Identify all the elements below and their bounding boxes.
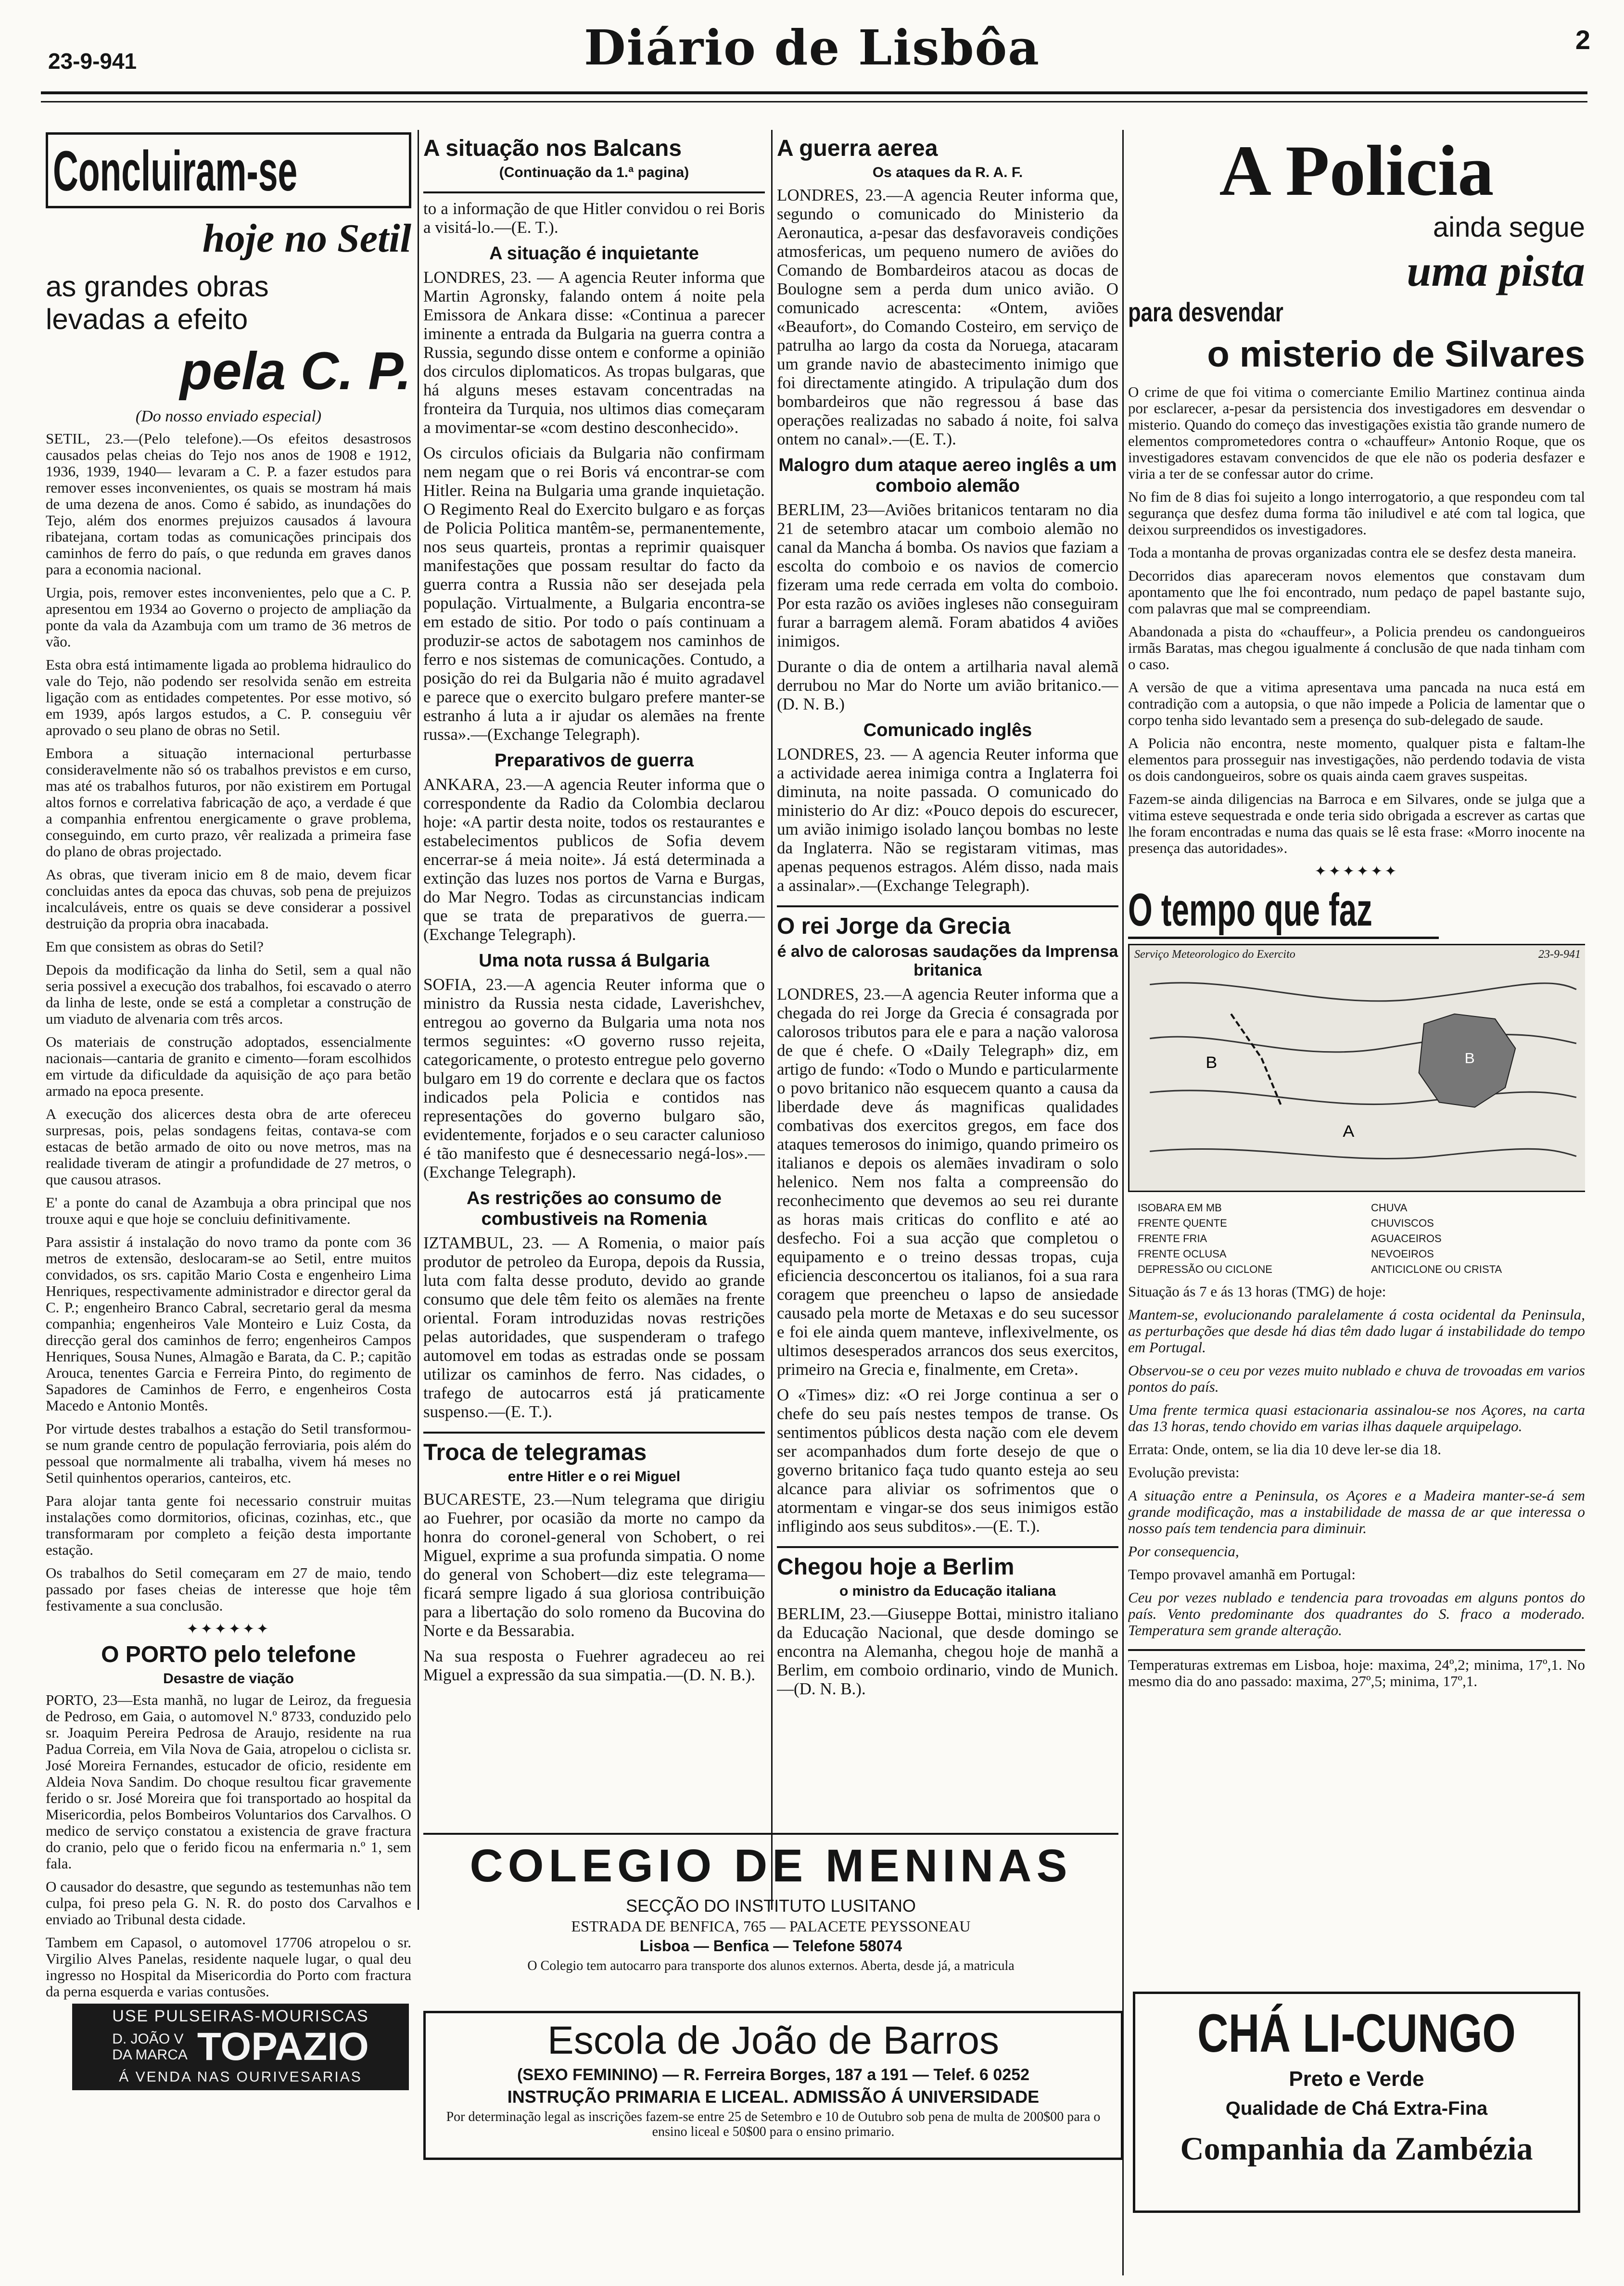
legend-item: FRENTE QUENTE	[1138, 1217, 1227, 1229]
paragraph: BERLIM, 23.—Giuseppe Bottai, ministro italiano da Educação Nacional, que desde domingo se encontra na Alemanha, chegou hoje de manhã a Berlim, em comboio ordinario, vindo de Munich.—(D. N. B.).	[777, 1604, 1118, 1698]
ornament-divider: ✦✦✦✦✦✦	[1314, 864, 1399, 879]
colegio-line-4: O Colegio tem autocarro para transporte dos alunos externos. Aberta, desde já, a matricula	[527, 1958, 1015, 1973]
paragraph: No fim de 8 dias foi sujeito a longo interrogatorio, a que respondeu com tal segurança que desfez duma forma tão iniludivel e até com tal logica, que deixou surpreendidos os investigadores.	[1128, 488, 1585, 538]
jorge-subhead: é alvo de calorosas saudações da Imprensa britanica	[777, 942, 1118, 979]
paragraph: Tambem em Capasol, o automovel 17706 atropelou o sr. Virgilio Alves Panelas, residente naquele lugar, o qual deu ingresso no Hospital da Misericordia do Porto com fractura da perna esquerda e varias contusões.	[46, 1934, 411, 2000]
svg-text:A: A	[1343, 1122, 1355, 1141]
cha-variety: Preto e Verde	[1289, 2067, 1424, 2091]
paragraph: Na sua resposta o Fuehrer agradeceu ao rei Miguel a expressão da sua simpatia.—(D. N. B.).	[423, 1647, 765, 1684]
legend-item: NEVOEIROS	[1371, 1248, 1434, 1260]
column-divider	[1122, 130, 1124, 2275]
balcans-section-3: Uma nota russa á Bulgaria	[479, 951, 710, 971]
aerea-headline: A guerra aerea	[777, 136, 938, 161]
paragraph: to a informação de que Hitler convidou o rei Boris a visitá-lo.—(E. T.).	[423, 199, 765, 237]
paragraph: LONDRES, 23. — A agencia Reuter informa que a actividade aerea inimiga contra a Inglaterra foi diminuta, na noite passada. O comunicado do ministerio do Ar diz: «Pouco depois do escurecer, um avião inimigo isolado lançou bombas no leste da Inglaterra. Não se registaram vitimas, mas apenas pequenos estragos. Além disso, nada mais a assinalar».—(Exchange Telegraph).	[777, 745, 1118, 895]
cha-company: Companhia da Zambézia	[1180, 2130, 1533, 2167]
masthead-rule-thin	[41, 101, 1587, 102]
berlim-headline: Chegou hoje a Berlim	[777, 1554, 1015, 1580]
paragraph: Decorridos dias apareceram novos elementos que constavam dum apontamento que lhe foi encontrado, num pedaço de papel bastante sujo, com palavras que mal se compreendiam.	[1128, 567, 1585, 617]
balcans-headline: A situação nos Balcans	[423, 136, 682, 161]
porto-headline: O PORTO pelo telefone	[101, 1642, 356, 1667]
policia-deck-2: uma pista	[1407, 246, 1585, 295]
paragraph: BUCARESTE, 23.—Num telegrama que dirigiu ao Fuehrer, por ocasião da morte no campo da honra do coronel-general von Schobert, o rei Miguel, exprime a sua profunda simpatia. O nome do general von Schobert—diz este telegrama—ficará sempre ligado á sua gloriosa contribuição para a libertação do solo romeno da Bucovina do Norte e da Bessarabia.	[423, 1490, 765, 1640]
topazio-line-3: DA MARCA	[112, 2047, 188, 2063]
legend-item: CHUVISCOS	[1371, 1217, 1434, 1229]
paragraph: Uma frente termica quasi estacionaria assinalou-se nos Açores, na carta das 13 horas, tendo chovido em varias ilhas daquele arquipelago.	[1128, 1401, 1585, 1435]
ornament-divider: ✦✦✦✦✦✦	[186, 1621, 271, 1637]
paragraph: Para assistir á instalação do novo tramo da ponte com 36 metros de extensão, deslocaram-se ao Setil, entre muitos convidados, os srs. capitão Mario Costa e engenheiro Lima Henriques, respectivamente administrador e director geral da C. P.; engenheiro Branco Cabral, secretario geral da mesma companhia; engenheiros Vale Monteiro e Luiz Costa, da direcção geral dos caminhos de ferro; engenheiros Campos Henriques, Sousa Nunes, Almagão e Barata, da C. P.; capitão Arouca, tenentes Garcia e Ferreira Pinto, do regimento de Sapadores de Caminhos de Ferro, e engenheiros Costa Macedo e Antonio Montês.	[46, 1233, 411, 1414]
divider	[1128, 1649, 1585, 1651]
paragraph: Situação ás 7 e ás 13 horas (TMG) de hoje:	[1128, 1283, 1386, 1300]
masthead	[0, 14, 1624, 87]
colegio-line-2: ESTRADA DE BENFICA, 765 — PALACETE PEYSSONEAU	[571, 1918, 971, 1935]
paragraph: Evolução prevista:	[1128, 1464, 1240, 1481]
colegio-line-1: SECÇÃO DO INSTITUTO LUSITANO	[626, 1895, 916, 1916]
escola-title: Escola de João de Barros	[547, 2019, 999, 2062]
jorge-headline: O rei Jorge da Grecia	[777, 914, 1011, 939]
telegramas-headline: Troca de telegramas	[423, 1440, 647, 1465]
paragraph: E' a ponte do canal de Azambuja a obra principal que nos trouxe aqui e que hoje se concluiu definitivamente.	[46, 1194, 411, 1227]
tempo-headline: O tempo que faz	[1128, 884, 1439, 939]
paragraph: Em que consistem as obras do Setil?	[46, 938, 264, 955]
paragraph: As obras, que tiveram inicio em 8 de maio, devem ficar concluidas antes da epoca das chuvas, sob pena de prejuizos incalculáveis, entre os quais se deve considerar a possivel destruição da propria obra inacabada.	[46, 866, 411, 932]
paragraph: Os materiais de construção adoptados, essencialmente nacionais—cantaria de granito e cimento—foram escolhidos em virtude da dificuldade da aquisição de aço para betão armado na epoca presente.	[46, 1033, 411, 1099]
aerea-section-3: Comunicado inglês	[863, 720, 1032, 740]
paragraph: LONDRES, 23.—A agencia Reuter informa que, segundo o comunicado do Ministerio da Aeronautica, a-pesar das desfavoraveis condições atmosfericas, um pequeno numero de aviões do Comando de Bombardeiros atacou as docas de Boulogne sem a perda dum unico avião. O comunicado acrescenta: «Ontem, aviões «Beaufort», do Comando Costeiro, em serviço de patrulha ao largo da costa da Noruega, atacaram um grande navio de abastecimento inimigo que foi directamente atingido. A tripulação dum dos bombardeiros que não regressou á base das operações realizadas no sabado á noite, foi salva ontem no canal».—(E. T.).	[777, 186, 1118, 448]
column-divider	[418, 130, 419, 1910]
legend-item: FRENTE OCLUSA	[1138, 1248, 1227, 1260]
column-setil	[46, 132, 411, 2215]
svg-text:B: B	[1464, 1050, 1475, 1067]
colegio-line-3: Lisboa — Benfica — Telefone 58074	[639, 1937, 902, 1955]
porto-body	[46, 1692, 411, 2000]
policia-headline: A Policia	[1219, 132, 1494, 211]
balcans-section-1: A situação é inquietante	[489, 243, 699, 264]
paragraph: Para alojar tanta gente foi necessario construir muitas instalações como dormitorios, oficinas, cozinhas, etc., que transformaram por completo a feição desta importante estação.	[46, 1492, 411, 1558]
paragraph: SETIL, 23.—(Pelo telefone).—Os efeitos desastrosos causados pelas cheias do Tejo nos anos de 1908 e 1912, 1936, 1939, 1940— levaram a C. P. a fazer estudos para remover esses inconvenientes, os quais se mostram há mais de uma dezena de anos. Como é sabido, as inundações do Tejo, além dos enormes prejuizos causados á lavoura ribatejana, cortam todas as comunicações principais dos caminhos de ferro do país, o que redunda em graves danos para a economia nacional.	[46, 430, 411, 578]
telegramas-subhead: entre Hitler e o rei Miguel	[508, 1469, 681, 1485]
topazio-line-4: Á VENDA NAS OURIVESARIAS	[119, 2069, 362, 2085]
legend-item: DEPRESSÃO OU CICLONE	[1138, 1263, 1272, 1275]
page-number: 2	[1575, 25, 1590, 55]
paragraph: Toda a montanha de provas organizadas contra ele se desfez desta maneira.	[1128, 544, 1577, 561]
divider	[423, 191, 765, 193]
paragraph: LONDRES, 23.—A agencia Reuter informa que a chegada do rei Jorge da Grecia é consagrada por calorosos tributos para ele e para a nação valorosa de que é chefe. O «Daily Telegraph» diz, em artigo de fundo: «Todo o Mundo e particularmente o povo britanico não esquecem quanto a causa da liberdade deve ás magnificas qualidades combativas dos exercitos gregos, em face dos ataques temerosos do inimigo, quando primeiro os italianos e depois os alemães invadiram o solo helenico. Nem nos falta a compreensão do reconhecimento que devemos ao seu rei durante as horas mais criticas do conflito e até ao desfecho. Foi a sua acção que completou o equipamento e o treino dessas tropas, cuja eficiencia desconcertou os italianos, foi a sua rara coragem que preencheu o lapso de ansiedade causado pela morte de Metaxas e do seu sucessor e foi ele ainda quem manteve, inflexivelmente, os ultimos desesperados arrancos dos seus exercitos, primeiro na Grecia e, finalmente, em Creta».	[777, 985, 1118, 1379]
paragraph: Fazem-se ainda diligencias na Barroca e em Silvares, onde se julga que a vitima esteve sequestrada e onde teria sido obrigada a escrever as cartas que lhe foram encontradas e numa das quais se lê esta frase: «Morro inocente na presença das autoridades».	[1128, 790, 1585, 856]
setil-headline-2: hoje no Setil	[202, 216, 411, 261]
paragraph: LONDRES, 23. — A agencia Reuter informa que Martin Agronsky, falando ontem á noite pela Emissora de Ankara disse: «Continua a parecer iminente a entrada da Bulgaria na guerra contra a Russia, segundo disse ontem e conforme a opinião dos circulos diplomaticos. As tropas bulgaras, que há alguns meses estavam concentradas na fronteira da Turquia, nos ultimos dias começaram a movimentar-se «com destino desconhecido».	[423, 268, 765, 437]
setil-byline: (Do nosso enviado especial)	[135, 407, 322, 425]
escola-line-3: Por determinação legal as inscrições fazem-se entre 25 de Setembro e 10 de Outubro sob pena de multa de 200$00 para o ensino liceal e 50$00 para o ensino primario.	[446, 2109, 1101, 2139]
paragraph: Temperaturas extremas em Lisboa, hoje: maxima, 24º,2; minima, 17º,1. No mesmo dia do ano passado: maxima, 27º,5; minima, 17º,1.	[1128, 1656, 1585, 1689]
column-divider	[771, 130, 773, 1910]
paragraph: A situação entre a Peninsula, os Açores e a Madeira manter-se-á sem grande modificação, mas a instabilidade de massa de ar que interessa o nosso país tem tendencia para diminuir.	[1128, 1487, 1585, 1537]
setil-headline-3: pela C. P.	[180, 342, 411, 401]
policia-deck-1: ainda segue	[1433, 212, 1585, 243]
issue-date: 23-9-941	[48, 49, 137, 74]
svg-text:B: B	[1205, 1053, 1218, 1072]
policia-deck-3: para desvendar	[1128, 297, 1283, 327]
paragraph: Mantem-se, evolucionando paralelamente á costa ocidental da Peninsula, as perturbações que desde há dias têm dado lugar á instabilidade do tempo em Portugal.	[1128, 1306, 1585, 1356]
column-policia	[1128, 132, 1585, 2268]
cha-tagline: Qualidade de Chá Extra-Fina	[1225, 2097, 1488, 2119]
paragraph: Abandonada a pista do «chauffeur», a Policia prendeu os candongueiros irmãs Baratas, mas chegou igualmente á conclusão de que nada tinham com o caso.	[1128, 623, 1585, 673]
paragraph: Depois da modificação da linha do Setil, sem a qual não seria possivel a execução dos trabalhos, foi escavado o aterro da linha de leste, onde se está a completar a construção de um viaduto de alvenaria com três arcos.	[46, 961, 411, 1027]
topazio-brand: TOPAZIO	[197, 2025, 369, 2069]
paragraph: Os circulos oficiais da Bulgaria não confirmam nem negam que o rei Boris vá encontrar-se com Hitler. Reina na Bulgaria uma grande inquietação. O Regimento Real do Exercito bulgaro e as forças de Policia Politica mantêm-se, permanentemente, nos seus quarteis, prontas a reprimir quaisquer manifestações que possam resultar do facto da guerra contra a Russia não ser desejada pela população. Virtualmente, a Bulgaria encontra-se em estado de sitio. Por todo o país continuam a produzir-se actos de sabotagem nos caminhos de ferro e nos sistemas de comunicações. Contudo, a posição do rei da Bulgaria não é muito agradavel e parece que o exercito bulgaro prefere manter-se estranho á luta a ir ajudar os alemães na frente russa».—(Exchange Telegraph).	[423, 444, 765, 744]
paragraph: Errata: Onde, ontem, se lia dia 10 deve ler-se dia 18.	[1128, 1441, 1441, 1458]
paragraph: IZTAMBUL, 23. — A Romenia, o maior país produtor de petroleo da Europa, depois da Russia, luta com falta desse produto, devido ao grande consumo que dele têm feito os alemães na frente oriental. Foram introduzidas novas restrições pelas autoridades, que suspenderam o trafego automovel em todas as estradas onde se possam utilizar os caminhos de ferro. Nas cidades, o trafego de autocarros está já praticamente suspenso.—(E. T.).	[423, 1233, 765, 1421]
cha-advert	[1133, 1992, 1580, 2213]
tempo-body	[1128, 1283, 1585, 1689]
paragraph: A execução dos alicerces desta obra de arte ofereceu surpresas, pois, pelas sondagens feitas, contava-se com estacas de betão armado de oito ou nove metros, mas na realidade tiveram de atingir a profundidade de 27 metros, o que causou atrasos.	[46, 1105, 411, 1188]
divider	[777, 905, 1118, 907]
setil-deck-1: as grandes obras	[46, 270, 269, 303]
legend-item: CHUVA	[1371, 1202, 1408, 1214]
policia-deck-4: o misterio de Silvares	[1207, 334, 1585, 375]
aerea-section-2: Malogro dum ataque aereo inglês a um comboio alemão	[778, 455, 1117, 496]
topazio-line-1: USE PULSEIRAS-MOURISCAS	[112, 2007, 369, 2025]
colegio-title: COLEGIO DE MENINAS	[469, 1840, 1072, 1892]
paragraph: ANKARA, 23.—A agencia Reuter informa que o correspondente da Radio da Colombia declarou hoje: «A partir desta noite, todos os restaurantes e estabelecimentos publicos de Sofia devem encerrar-se á meia noite». Já está determinada a extinção das luzes nos portos de Varna e Burgas, do Mar Negro. Todas as circunstancias indicam que se trata de preparativos de guerra.—(Exchange Telegraph).	[423, 775, 765, 944]
setil-headline-box	[46, 132, 411, 208]
paragraph: Por consequencia,	[1128, 1543, 1239, 1560]
weather-legend	[1138, 1202, 1585, 1276]
column-guerra-aerea	[777, 132, 1118, 1946]
weather-map-caption: Serviço Meteorologico do Exercito	[1134, 948, 1295, 961]
aerea-subhead: Os ataques da R. A. F.	[872, 165, 1023, 180]
divider	[423, 1432, 765, 1434]
policia-body	[1128, 384, 1585, 856]
paragraph: Observou-se o ceu por vezes muito nublado e chuva de trovoadas em varios pontos do país.	[1128, 1362, 1585, 1395]
setil-body	[46, 431, 411, 1614]
berlim-subhead: o ministro da Educação italiana	[839, 1583, 1056, 1599]
balcans-section-2: Preparativos de guerra	[495, 750, 694, 771]
masthead-rule	[41, 91, 1587, 94]
column-balcans	[423, 132, 765, 1946]
legend-item: ANTICICLONE OU CRISTA	[1371, 1263, 1502, 1275]
paragraph: Por virtude destes trabalhos a estação do Setil transformou-se num grande centro de população ferroviaria, pois além do pessoal que normalmente ali trabalha, vivem há meses no Setil quinhentos operarios, canteiros, etc.	[46, 1420, 411, 1486]
paragraph: Tempo provavel amanhã em Portugal:	[1128, 1566, 1356, 1583]
escola-advert	[423, 2011, 1123, 2160]
paragraph: PORTO, 23—Esta manhã, no lugar de Leiroz, da freguesia de Pedroso, em Gaia, o automovel N.º 8733, conduzido pelo sr. Joaquim Pereira Pedrosa de Araujo, residente na rua Padua Correia, em Vila Nova de Gaia, atropelou o ciclista sr. José Moreira Fernandes, estucador de oficio, residente em Aldeia Nova Sandim. Do choque resultou ficar gravemente ferido o sr. José Moreira que foi transportado ao hospital da Misericordia, pelos Bombeiros Voluntarios dos Carvalhos. O medico de serviço constatou a existencia de grave fractura do cranio, pelo que o ferido ficou na enfermaria n.º 1, sem fala.	[46, 1691, 411, 1872]
paragraph: O causador do desastre, que segundo as testemunhas não tem culpa, foi preso pela G. N. R. do posto dos Carvalhos e enviado ao Tribunal desta cidade.	[46, 1878, 411, 1928]
divider	[777, 1546, 1118, 1548]
legend-item: AGUACEIROS	[1371, 1232, 1442, 1245]
paragraph: Esta obra está intimamente ligada ao problema hidraulico do vale do Tejo, não podendo ser resolvida senão em estreita ligação com as entidades competentes. Por esse motivo, só em 1939, após largos estudos, a C. P. conseguiu vêr aprovado o seu plano de obras no Setil.	[46, 656, 411, 738]
topazio-line-2: D. JOÃO V	[112, 2031, 184, 2047]
paragraph: O crime de que foi vitima o comerciante Emilio Martinez continua ainda por esclarecer, a-pesar da persistencia dos investigadores em desvendar o misterio. Quando do começo das investigações existia tão grande numero de elementos comprometedores contra o «chauffeur» Antonio Roque, que os investigadores estavam convencidos de que ele não os poderia desfazer e viria a ter de se confessar autor do crime.	[1128, 383, 1585, 482]
paragraph: Ceu por vezes nublado e tendencia para trovoadas em alguns pontos do país. Vento predominante dos quadrantes do S. fraco a moderado. Temperatura sem grande alteração.	[1128, 1589, 1585, 1638]
cha-brand: CHÁ LI-CUNGO	[1197, 2003, 1516, 2063]
escola-line-2: INSTRUÇÃO PRIMARIA E LICEAL. ADMISSÃO Á UNIVERSIDADE	[507, 2086, 1040, 2107]
porto-subhead: Desastre de viação	[163, 1671, 294, 1687]
setil-deck-2: levadas a efeito	[46, 303, 248, 335]
balcans-subhead: (Continuação da 1.ª pagina)	[499, 165, 689, 180]
paragraph: O «Times» diz: «O rei Jorge continua a ser o chefe do seu país nestes tempos de transe. Os sentimentos públicos desta nação com ele devem ser acompanhados dum forte desejo de que o governo britanico faça tudo quanto esteja ao seu alcance para aliviar os sofrimentos que o atormentam e vingar-se dos seus inimigos estão infligindo aos seus subditos».—(E. T.).	[777, 1385, 1118, 1536]
paragraph: SOFIA, 23.—A agencia Reuter informa que o ministro da Russia nesta cidade, Laverishchev, entregou ao governo da Bulgaria uma nota nos termos seguintes: «O governo russo rejeita, categoricamente, o protesto entregue pelo governo bulgaro em 19 do corrente e declara que os factos indicados pela Policia e contidos nas representações do governo bulgaro são, evidentemente, forjados e o seu caracter calunioso é tão manifesto que é desnecessario negá-los».—(Exchange Telegraph).	[423, 975, 765, 1181]
paragraph: Embora a situação internacional perturbasse consideravelmente não só os trabalhos previstos e em curso, mas até os trabalhos futuros, por não existirem em Portugal altos fornos e correlativa fabricação de aço, a verdade é que a companhia enfrentou energicamente o grave problema, conseguindo, em curto prazo, vêr realizada a primeira fase do plano de obras projectado.	[46, 745, 411, 860]
weather-map	[1128, 944, 1585, 1192]
paragraph: A Policia não encontra, neste momento, qualquer pista e faltam-lhe elementos para prosseguir nas investigações, não perdendo todavia de vista os dois candongueiros, sobre os quais ainda caem graves suspeitas.	[1128, 735, 1585, 784]
legend-item: FRENTE FRIA	[1138, 1232, 1207, 1245]
setil-headline: Concluiram-se	[53, 140, 298, 203]
escola-line-1: (SEXO FEMININO) — R. Ferreira Borges, 187 a 191 — Telef. 6 0252	[517, 2066, 1030, 2084]
colegio-advert	[423, 1833, 1118, 2018]
paragraph: Durante o dia de ontem a artilharia naval alemã derrubou no Mar do Norte um avião britanico.—(D. N. B.)	[777, 657, 1118, 713]
legend-item: ISOBARA EM MB	[1138, 1202, 1222, 1214]
paragraph: BERLIM, 23—Aviões britanicos tentaram no dia 21 de setembro atacar um comboio alemão no canal da Mancha á bomba. Os navios que faziam a escolta do comboio e os navios de comercio fizeram uma rede cerrada em volta do comboio. Por esta razão os aviões ingleses não conseguiram furar a barragem alemã. Foram abatidos 4 aviões inimigos.	[777, 500, 1118, 650]
newspaper-title: Diário de Lisbôa	[584, 19, 1040, 76]
weather-map-date: 23-9-941	[1538, 948, 1581, 961]
balcans-section-4: As restrições ao consumo de combustiveis na Romenia	[466, 1188, 722, 1229]
paragraph: Os trabalhos do Setil começaram em 27 de maio, tendo passado por fases cheias de interesse que hoje têm festivamente a sua conclusão.	[46, 1564, 411, 1614]
paragraph: Urgia, pois, remover estes inconvenientes, pelo que a C. P. apresentou em 1934 ao Governo o projecto de ampliação da ponte da vala da Azambuja com um tramo de 36 metros de vão.	[46, 584, 411, 650]
topazio-advert	[72, 2004, 409, 2090]
weather-map-drawing	[1129, 945, 1585, 1191]
paragraph: A versão de que a vitima apresentava uma pancada na nuca está em contradição com a autopsia, o que não impede a Policia de lamentar que o corpo tenha sido levantado sem a presença do sub-delegado de saude.	[1128, 679, 1585, 728]
